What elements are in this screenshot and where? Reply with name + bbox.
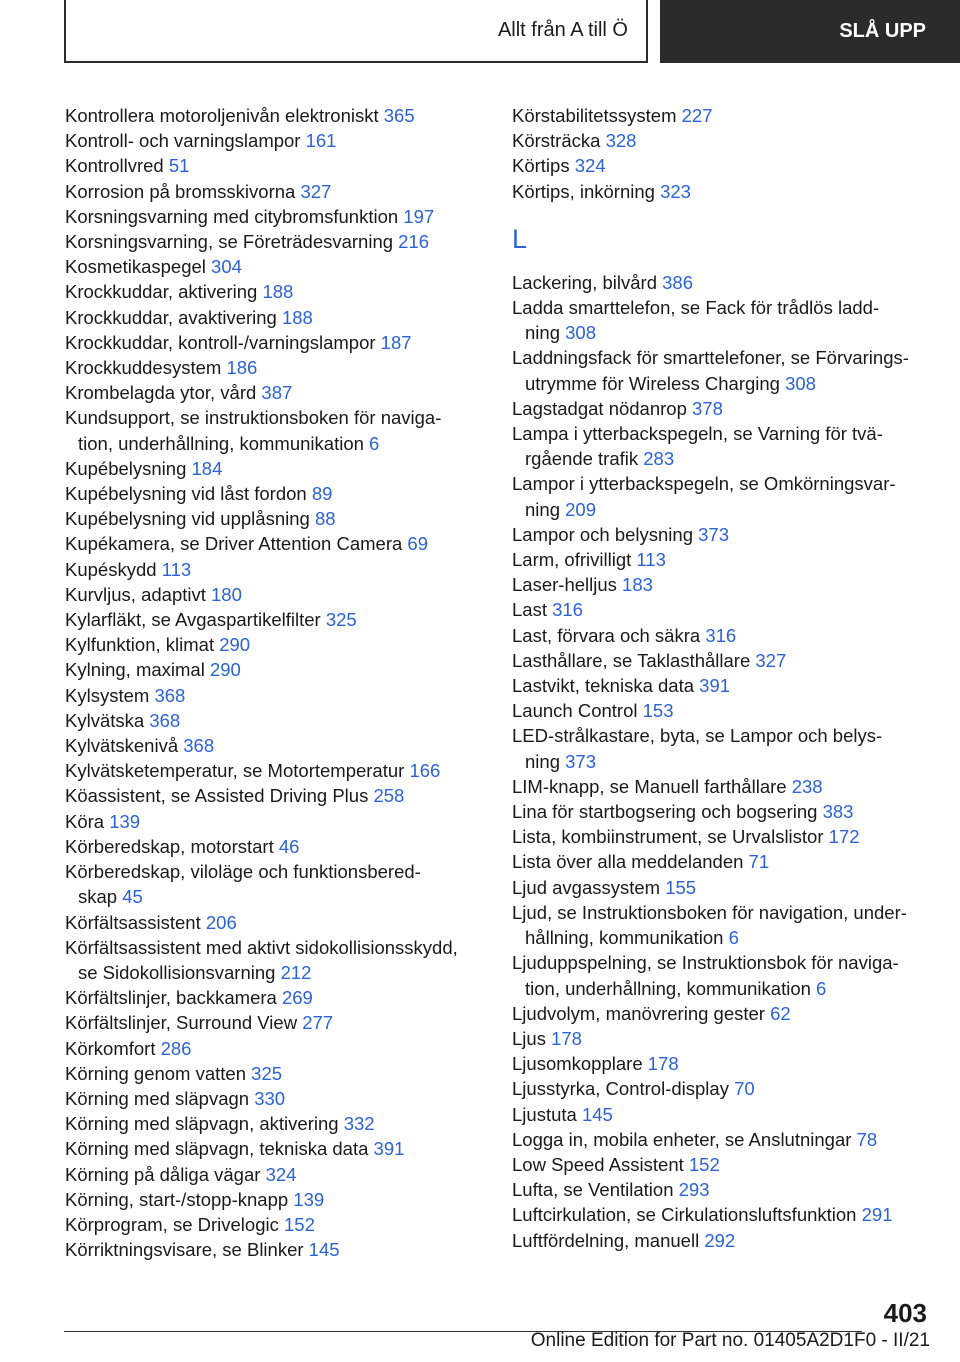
index-entry — [65, 330, 485, 355]
index-entry — [65, 582, 485, 607]
page-link[interactable]: 327 — [300, 180, 332, 202]
index-entry-text: Kupébelysning vid upplåsning — [65, 508, 315, 530]
index-entry — [512, 1177, 932, 1202]
index-entry — [512, 270, 932, 295]
page-link[interactable]: 378 — [692, 397, 723, 419]
page-link[interactable]: 327 — [755, 649, 787, 671]
page-link[interactable]: 153 — [642, 700, 674, 722]
index-entry-text: Kurvljus, adaptivt — [65, 583, 212, 605]
index-entry-text: Low Speed Assistent — [512, 1153, 689, 1175]
page-link[interactable]: 113 — [636, 549, 666, 571]
index-entry — [65, 1036, 485, 1061]
index-entry-text: Körning med släpvagn, tekniska data — [65, 1138, 374, 1160]
page-link[interactable]: 209 — [565, 498, 596, 520]
index-entry — [65, 1111, 485, 1136]
index-entry-text: ning — [525, 750, 566, 772]
tab-a-to-z[interactable] — [64, 0, 648, 63]
index-entry-text: Kundsupport, se instruktionsboken för naviga- — [65, 407, 442, 429]
index-entry — [65, 153, 485, 178]
page-link[interactable]: 145 — [308, 1239, 340, 1261]
index-entry — [512, 103, 932, 128]
page-link[interactable]: 46 — [278, 835, 300, 857]
index-entry-text: Launch Control — [512, 700, 643, 722]
index-entry-text: Luftcirkulation, se Cirkulationsluftsfunktion — [512, 1204, 862, 1226]
index-entry — [65, 531, 485, 556]
page-link[interactable]: 323 — [660, 180, 691, 202]
page-link[interactable]: 187 — [380, 331, 412, 353]
index-entry-text: Körprogram, se Drivelogic — [65, 1213, 284, 1235]
page-link[interactable]: 292 — [704, 1229, 736, 1251]
index-entry-text: Körning genom vatten — [65, 1062, 252, 1084]
page-link[interactable]: 387 — [261, 382, 293, 404]
index-entry — [65, 279, 485, 304]
index-entry — [512, 153, 932, 178]
index-entry-text: se Sidokollisionsvarning — [78, 961, 281, 983]
page-link[interactable]: 88 — [314, 508, 336, 530]
index-entry — [65, 884, 485, 909]
index-entry-text: Lina för startbogsering och bogsering — [512, 801, 823, 823]
index-entry-text: Kylvätsketemperatur, se Motortemperatur — [65, 760, 410, 782]
index-entry — [65, 1086, 485, 1111]
page-link[interactable]: 188 — [262, 281, 294, 303]
page-link[interactable]: 71 — [748, 851, 770, 873]
index-entry — [65, 103, 485, 128]
index-entry — [65, 128, 485, 153]
index-entry-text: Körkomfort — [65, 1037, 161, 1059]
index-entry — [512, 295, 932, 320]
index-entry-text: Lampor och belysning — [512, 523, 699, 545]
index-entry-text: Ljud, se Instruktionsboken för navigation, under- — [512, 901, 907, 923]
index-entry-text: Köra — [65, 810, 110, 832]
page-link[interactable]: 69 — [407, 533, 428, 555]
index-entry-text: Ljusomkopplare — [512, 1053, 648, 1075]
page-link[interactable]: 368 — [183, 735, 215, 757]
index-entry — [65, 1010, 485, 1035]
index-entry — [512, 572, 932, 597]
index-entry-text: Krockkuddar, avaktivering — [65, 306, 282, 328]
page-link[interactable]: 78 — [856, 1128, 878, 1150]
index-entry-text: skap — [78, 886, 123, 908]
index-entry — [65, 809, 485, 834]
index-column-left — [65, 103, 485, 1262]
index-entry-text: Körriktningsvisare, se Blinker — [65, 1239, 309, 1261]
page-link[interactable]: 368 — [149, 709, 181, 731]
page-link[interactable]: 152 — [284, 1213, 315, 1235]
page-link[interactable]: 6 — [369, 432, 380, 454]
index-entry — [65, 935, 485, 960]
index-entry-text: tion, underhållning, kommunikation — [525, 977, 817, 999]
index-entry — [65, 859, 485, 884]
index-entry — [512, 1202, 932, 1227]
index-entry-text: ning — [525, 322, 566, 344]
page-link[interactable]: 197 — [403, 205, 435, 227]
index-entry-text: Ljuduppspelning, se Instruktionsbok för naviga- — [512, 952, 899, 974]
page-link[interactable]: 166 — [409, 760, 441, 782]
index-entry — [512, 673, 932, 698]
index-entry — [512, 471, 932, 496]
page-link[interactable]: 316 — [552, 599, 583, 621]
index-entry — [65, 305, 485, 330]
index-entry — [512, 849, 932, 874]
index-entry-text: hållning, kommunikation — [525, 927, 729, 949]
index-entry-text: Lista över alla meddelanden — [512, 851, 749, 873]
index-entry-text: Körsträcka — [512, 130, 606, 152]
index-entry — [65, 607, 485, 632]
index-entry — [512, 824, 932, 849]
page-link[interactable]: 186 — [226, 357, 258, 379]
index-entry-text: Körfältslinjer, Surround View — [65, 1012, 303, 1034]
index-entry — [65, 254, 485, 279]
index-entry — [65, 708, 485, 733]
index-entry-text: Kosmetikaspegel — [65, 256, 212, 278]
index-entry-text: rgående trafik — [525, 448, 644, 470]
index-entry — [512, 179, 932, 204]
page-link[interactable]: 206 — [205, 911, 237, 933]
index-entry — [512, 1152, 932, 1177]
page-link[interactable]: 212 — [280, 961, 312, 983]
index-entry — [512, 522, 932, 547]
page-link[interactable]: 6 — [816, 977, 827, 999]
page-link[interactable]: 330 — [254, 1087, 286, 1109]
index-entry — [65, 910, 485, 935]
index-entry — [512, 774, 932, 799]
page-link[interactable]: 258 — [373, 785, 405, 807]
index-entry-text: Kupébelysning — [65, 457, 192, 479]
index-entry-text: LIM-knapp, se Manuell farthållare — [512, 775, 792, 797]
page-link[interactable]: 373 — [565, 750, 596, 772]
index-entry-text: Kontrollvred — [65, 155, 169, 177]
index-entry-text: Kupéskydd — [65, 558, 162, 580]
index-entry-text: Ljustuta — [512, 1103, 582, 1125]
index-entry-text: Köassistent, se Assisted Driving Plus — [65, 785, 374, 807]
index-entry — [65, 657, 485, 682]
index-entry-text: Körning på dåliga vägar — [65, 1163, 266, 1185]
index-entry-text: Lasthållare, se Taklasthållare — [512, 649, 756, 671]
index-entry-text: Logga in, mobila enheter, se Anslutningar — [512, 1128, 857, 1150]
index-entry-text: Körtips — [512, 155, 575, 177]
index-entry — [512, 950, 932, 975]
page-link[interactable]: 365 — [383, 105, 415, 126]
index-group-l — [512, 270, 932, 1253]
page-link[interactable]: 373 — [698, 523, 730, 545]
index-entry — [512, 396, 932, 421]
index-entry-text: Lagstadgat nödanrop — [512, 397, 693, 419]
index-entry-text: Korsningsvarning med citybromsfunktion — [65, 205, 404, 227]
index-entry-text: Ljud avgassystem — [512, 876, 666, 898]
page-link[interactable]: 325 — [251, 1062, 283, 1084]
page-link[interactable]: 139 — [293, 1188, 325, 1210]
index-entry — [65, 204, 485, 229]
index-entry — [65, 1237, 485, 1262]
index-entry — [512, 1102, 932, 1127]
index-entry — [512, 421, 932, 446]
index-entry — [512, 497, 932, 522]
index-entry-text: Körstabilitetssystem — [512, 105, 682, 126]
index-entry-text: Larm, ofrivilligt — [512, 549, 637, 571]
page-link[interactable]: 325 — [325, 609, 357, 631]
index-entry — [512, 1076, 932, 1101]
index-entry — [512, 345, 932, 370]
index-entry — [512, 371, 932, 396]
index-entry — [65, 179, 485, 204]
page-link[interactable]: 178 — [551, 1027, 582, 1049]
page-link[interactable]: 290 — [209, 659, 241, 681]
index-entry-text: Körfältsassistent — [65, 911, 206, 933]
index-entry — [512, 900, 932, 925]
page-link[interactable]: 308 — [565, 322, 596, 344]
index-entry — [512, 875, 932, 900]
index-entry — [65, 758, 485, 783]
index-entry — [512, 1051, 932, 1076]
page-link[interactable]: 332 — [343, 1113, 375, 1135]
index-entry — [512, 648, 932, 673]
index-entry-text: Last, förvara och säkra — [512, 624, 706, 646]
index-entry — [512, 698, 932, 723]
index-entry-text: ning — [525, 498, 566, 520]
page-link[interactable]: 178 — [647, 1053, 679, 1075]
index-entry-text: Lampor i ytterbackspegeln, se Omkörningsvar- — [512, 473, 896, 495]
page-link[interactable]: 391 — [699, 675, 731, 697]
index-entry-text: Laddningsfack för smarttelefoner, se Förvarings- — [512, 347, 909, 369]
index-entry-text: Lampa i ytterbackspegeln, se Varning för tvä- — [512, 423, 883, 445]
page-link[interactable]: 368 — [154, 684, 186, 706]
index-entry — [65, 960, 485, 985]
page-link[interactable]: 283 — [643, 448, 675, 470]
index-entry — [65, 1061, 485, 1086]
index-entry-text: Kupékamera, se Driver Attention Camera — [65, 533, 408, 555]
index-entry-text: Krockkuddesystem — [65, 357, 227, 379]
tab-look-up[interactable] — [660, 0, 960, 63]
index-entry-text: Kupébelysning vid låst fordon — [65, 483, 312, 505]
index-entry — [65, 683, 485, 708]
index-entry-text: Kylning, maximal — [65, 659, 210, 681]
index-entry-text: Laser-helljus — [512, 574, 623, 596]
index-entry-text: Krombelagda ytor, vård — [65, 382, 262, 404]
index-entry — [65, 1212, 485, 1237]
index-entry — [512, 547, 932, 572]
index-entry-text: Ljusstyrka, Control-display — [512, 1078, 735, 1100]
index-entry — [65, 1187, 485, 1212]
page-link[interactable]: 316 — [705, 624, 737, 646]
index-entry-text: Körfältsassistent med aktivt sidokollisionsskydd, — [65, 936, 458, 958]
page-link[interactable]: 269 — [281, 987, 313, 1009]
index-entry — [65, 632, 485, 657]
index-entry-text: Kontrollera motoroljenivån elektroniskt — [65, 105, 384, 126]
index-entry-text: Luftfördelning, manuell — [512, 1229, 705, 1251]
index-entry-text: Last — [512, 599, 553, 621]
index-entry-text: LED-strålkastare, byta, se Lampor och belys- — [512, 725, 883, 747]
index-entry-text: Lufta, se Ventilation — [512, 1179, 679, 1201]
index-entry — [512, 320, 932, 345]
index-column-right — [512, 103, 932, 1253]
index-entry-text: Korsningsvarning, se Företrädesvarning — [65, 231, 399, 253]
index-entry-text: Ljudvolym, manövrering gester — [512, 1002, 771, 1024]
page-link[interactable]: 139 — [109, 810, 141, 832]
index-entry-text: Krockkuddar, kontroll-/varningslampor — [65, 331, 381, 353]
index-entry-text: Krockkuddar, aktivering — [65, 281, 263, 303]
page-link[interactable]: 328 — [605, 130, 637, 152]
index-entry-text: Kylfunktion, klimat — [65, 634, 220, 656]
page-link[interactable]: 290 — [219, 634, 251, 656]
index-entry-text: Kontroll- och varningslampor — [65, 130, 306, 152]
footer-edition: Online Edition for Part no. 01405A2D1F0 - II/21 — [530, 1330, 930, 1351]
index-entry — [512, 1127, 932, 1152]
index-entry-text: Körning, start-/stopp-knapp — [65, 1188, 294, 1210]
index-entry-text: tion, underhållning, kommunikation — [78, 432, 370, 454]
page-link[interactable]: 51 — [168, 155, 190, 177]
index-entry — [512, 799, 932, 824]
index-entry — [65, 229, 485, 254]
page-link[interactable]: 172 — [828, 826, 860, 848]
index-entry-text: Körberedskap, viloläge och funktionsbered- — [65, 861, 421, 883]
index-entry-text: Korrosion på bromsskivorna — [65, 180, 301, 202]
index-entry — [65, 431, 485, 456]
index-entry — [65, 506, 485, 531]
index-entry-text: Körfältslinjer, backkamera — [65, 987, 282, 1009]
page-link[interactable]: 45 — [122, 886, 143, 908]
page-link[interactable]: 89 — [311, 483, 333, 505]
index-entry — [512, 1001, 932, 1026]
page-link[interactable]: 238 — [791, 775, 823, 797]
page-link[interactable]: 152 — [688, 1153, 720, 1175]
index-entry — [512, 976, 932, 1001]
index-entry — [512, 723, 932, 748]
index-entry-text: Körning med släpvagn — [65, 1087, 255, 1109]
page-link[interactable]: 383 — [822, 801, 854, 823]
index-entry — [65, 985, 485, 1010]
index-entry — [65, 1162, 485, 1187]
page-link[interactable]: 386 — [662, 271, 694, 293]
index-entry — [512, 623, 932, 648]
page-link[interactable]: 324 — [265, 1163, 297, 1185]
index-entry-text: Lastvikt, tekniska data — [512, 675, 700, 697]
page-link[interactable]: 291 — [861, 1204, 893, 1226]
page-link[interactable]: 62 — [770, 1002, 791, 1024]
index-entry — [512, 597, 932, 622]
tab-look-up-label: SLÅ UPP — [839, 20, 926, 42]
page-link[interactable]: 183 — [622, 574, 653, 596]
index-entry — [512, 128, 932, 153]
index-entry — [65, 380, 485, 405]
page-link[interactable]: 227 — [681, 105, 713, 126]
index-entry — [65, 405, 485, 430]
index-entry-text: Körberedskap, motorstart — [65, 835, 279, 857]
page-link[interactable]: 391 — [373, 1138, 405, 1160]
index-entry — [512, 1026, 932, 1051]
page-link[interactable]: 277 — [302, 1012, 334, 1034]
page-link[interactable]: 161 — [305, 130, 337, 152]
index-entry — [512, 1228, 932, 1253]
index-entry-text: Kylsystem — [65, 684, 155, 706]
page-link[interactable]: 188 — [281, 306, 313, 328]
index-entry-text: Kylarfläkt, se Avgaspartikelfilter — [65, 609, 326, 631]
index-entry — [512, 749, 932, 774]
page-link[interactable]: 293 — [678, 1179, 710, 1201]
index-entry — [65, 456, 485, 481]
page-number: 403 — [883, 1298, 927, 1328]
index-entry-text: Lackering, bilvård — [512, 271, 663, 293]
page-link[interactable]: 324 — [574, 155, 606, 177]
index-entry — [65, 783, 485, 808]
index-entry — [65, 1136, 485, 1161]
index-group-k-end — [512, 103, 932, 204]
index-entry-text: Körning med släpvagn, aktivering — [65, 1113, 344, 1135]
page-link[interactable]: 6 — [728, 927, 739, 949]
page-link[interactable]: 180 — [211, 583, 242, 605]
index-entry-text: Ljus — [512, 1027, 552, 1049]
index-entry — [65, 733, 485, 758]
index-entry — [65, 481, 485, 506]
page-link[interactable]: 308 — [785, 372, 816, 394]
index-entry-text: utrymme för Wireless Charging — [525, 372, 786, 394]
index-entry-text: Kylvätskenivå — [65, 735, 184, 757]
page-link[interactable]: 145 — [581, 1103, 613, 1125]
page-link[interactable]: 184 — [191, 457, 223, 479]
index-entry — [65, 355, 485, 380]
page-link[interactable]: 113 — [161, 558, 192, 580]
index-entry-text: Körtips, inkörning — [512, 180, 661, 202]
page-link[interactable]: 155 — [665, 876, 697, 898]
index-entry-text: Kylvätska — [65, 709, 150, 731]
page-link[interactable]: 70 — [734, 1078, 755, 1100]
index-entry — [65, 834, 485, 859]
tab-a-to-z-label: Allt från A till Ö — [497, 19, 628, 41]
index-entry — [65, 557, 485, 582]
page-link[interactable]: 216 — [398, 231, 430, 253]
page-link[interactable]: 286 — [160, 1037, 192, 1059]
page-link[interactable]: 304 — [211, 256, 242, 278]
index-entry — [512, 446, 932, 471]
index-entry-text: Lista, kombiinstrument, se Urvalslistor — [512, 826, 829, 848]
section-letter: L — [512, 223, 528, 254]
index-entry-text: Ladda smarttelefon, se Fack för trådlös ladd- — [512, 297, 880, 319]
index-entry — [512, 925, 932, 950]
